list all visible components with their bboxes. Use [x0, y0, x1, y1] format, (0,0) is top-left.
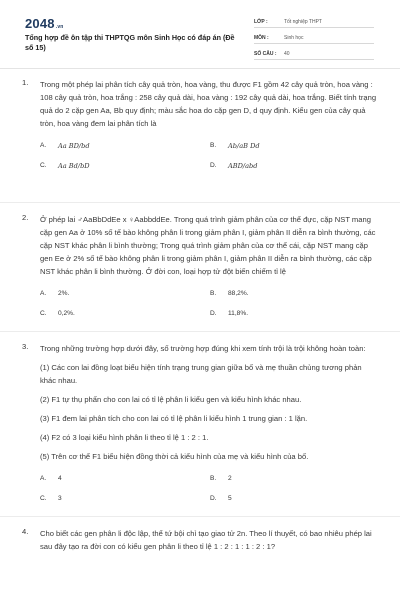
answer-options [40, 140, 378, 171]
meta-key: LỚP : [254, 19, 268, 25]
meta-key: MÔN : [254, 35, 269, 41]
option-a[interactable] [40, 473, 210, 484]
answer-options [40, 473, 378, 504]
option-letter: D. [210, 310, 217, 317]
logo-sub: .vn [55, 24, 64, 30]
answer-options [40, 288, 378, 319]
option-letter: A. [40, 142, 47, 149]
option-value: Ab/aB Dd [228, 141, 260, 150]
meta-value: Sinh học [284, 35, 304, 41]
option-letter: A. [40, 290, 47, 297]
statement-4: (4) F2 có 3 loại kiểu hình phân li theo tỉ lệ 1 : 2 : 1. [40, 433, 209, 442]
option-value: 4 [58, 475, 62, 482]
option-d[interactable] [210, 160, 380, 171]
meta-row-class [254, 15, 374, 28]
option-b[interactable] [210, 473, 380, 484]
option-value: Aa Bd/bD [58, 161, 90, 170]
option-letter: D. [210, 162, 217, 169]
option-value: 5 [228, 495, 232, 502]
option-b[interactable] [210, 140, 380, 151]
header-divider [0, 68, 400, 69]
option-d[interactable] [210, 308, 380, 319]
option-value: 3 [58, 495, 62, 502]
question-text: Trong một phép lai phân tích cây quả tròn, hoa vàng, thu được F1 gồm 42 cây quả tròn, hoa vàng : 108 cây quả tròn, hoa trắng : 258 cây quả dài, hoa vàng : 192 cây quả dài, hoa trắng. Biết tính trạng quả do 2 cặp gen Aa, Bb quy định; màu sắc hoa do cặp gen D, d quy định. Kiểu gen của cây quả tròn, hoa vàng đem lai phân tích là [40, 80, 377, 128]
option-value: 0,2%. [58, 310, 75, 317]
option-value: ABD/abd [228, 161, 258, 170]
question-divider [0, 516, 400, 517]
document-meta [254, 15, 374, 63]
meta-value: 40 [284, 51, 290, 57]
option-c[interactable] [40, 493, 210, 504]
statement-1: (1) Các con lai đồng loạt biểu hiện tính trạng trung gian giữa bố và mẹ thuần chủng tương phản khác nhau. [40, 363, 362, 385]
option-letter: B. [210, 290, 217, 297]
option-a[interactable] [40, 140, 210, 151]
statement-5: (5) Trên cơ thể F1 biểu hiện đồng thời cả kiểu hình của mẹ và kiểu hình của bố. [40, 452, 309, 461]
page-header [0, 0, 400, 68]
option-letter: D. [210, 495, 217, 502]
site-logo[interactable] [25, 16, 64, 31]
question-list [0, 78, 400, 553]
logo-main: 2048 [25, 16, 55, 31]
meta-row-subject [254, 31, 374, 44]
option-a[interactable] [40, 288, 210, 299]
option-c[interactable] [40, 160, 210, 171]
option-value: 11,8%. [228, 310, 249, 317]
option-letter: B. [210, 475, 217, 482]
meta-value: Tốt nghiệp THPT [284, 19, 322, 25]
question-2 [0, 213, 400, 319]
option-letter: A. [40, 475, 47, 482]
option-value: 2 [228, 475, 232, 482]
question-number: 2. [22, 213, 29, 222]
meta-key: SỐ CÂU : [254, 51, 277, 57]
option-c[interactable] [40, 308, 210, 319]
document-title: Tổng hợp đề ôn tập thi THPTQG môn Sinh Học có đáp án (Đề số 15) [25, 33, 235, 52]
question-number: 1. [22, 78, 29, 87]
meta-row-count [254, 47, 374, 60]
statement-3: (3) F1 đem lai phân tích cho con lai có tỉ lệ phân li kiểu hình 1 trung gian : 1 lặn. [40, 414, 308, 423]
question-text: Cho biết các gen phân li độc lập, thể tứ bội chỉ tạo giao tử 2n. Theo lí thuyết, có bao nhiêu phép lai sau đây tạo ra đời con có kiểu gen phân li theo tỉ lệ 1 : 2 : 1 : 1 : 2 : 1? [40, 529, 372, 551]
option-value: Aa BD/bd [58, 141, 90, 150]
option-letter: C. [40, 495, 47, 502]
question-1 [0, 78, 400, 190]
question-text: Trong những trường hợp dưới đây, số trường hợp đúng khi xem tính trội là trội không hoàn toàn: [40, 344, 366, 353]
option-letter: C. [40, 162, 47, 169]
question-number: 4. [22, 527, 29, 536]
question-divider [0, 331, 400, 332]
option-value: 88,2%. [228, 290, 249, 297]
question-divider [0, 202, 400, 203]
question-3 [0, 342, 400, 504]
question-number: 3. [22, 342, 29, 351]
option-letter: B. [210, 142, 217, 149]
statement-2: (2) F1 tự thụ phấn cho con lai có tỉ lệ phân li kiểu gen và kiểu hình khác nhau. [40, 395, 302, 404]
option-letter: C. [40, 310, 47, 317]
option-value: 2%. [58, 290, 70, 297]
question-4 [0, 527, 400, 553]
option-b[interactable] [210, 288, 380, 299]
question-text: Ở phép lai ♂AaBbDdEe x ♀AabbddEe. Trong quá trình giảm phân của cơ thể đực, cặp NST mang cặp gen Aa ở 10% số tế bào không phân li trong giảm phân I, giảm phân II diễn ra bình thường, các cặp NST khác phân li bình thường; Trong quá trình giảm phân của cơ thể cái, cặp NST mang cặp gen Ee ở 2% số tế bào không phân li trong giảm phân I, giảm phân II diễn ra bình thường, các cặp NST khác phân li bình thường. Ở đời con, loại hợp tử đột biến chiếm tỉ lệ [40, 215, 376, 276]
option-d[interactable] [210, 493, 380, 504]
